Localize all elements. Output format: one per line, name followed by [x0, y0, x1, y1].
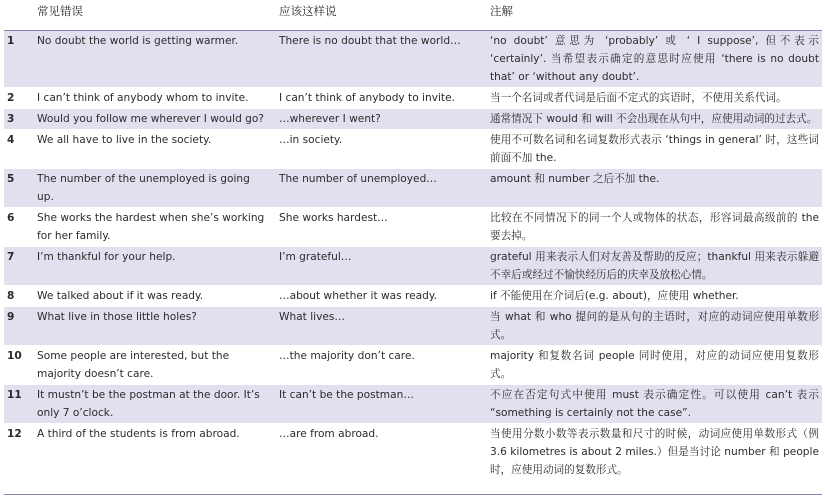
header-row: [4, 2, 822, 31]
note-text: ‘no doubt’ 意思为 ‘probably’ 或 ‘ I suppose’, 但不表示 ‘certainly’. 当希望表示确定的意思时应使用 ‘there is no doubt that’ or ‘without any doubt’.: [487, 31, 822, 88]
note-text: 通常情况下 would 和 will 不会出现在从句中，应使用动词的过去式。: [487, 109, 822, 130]
note-text: grateful 用来表示人们对友善及帮助的反应；thankful 用来表示躲避不幸后或经过不愉快经历后的庆幸及放松心情。: [487, 247, 822, 286]
table-row: [4, 88, 822, 109]
note-text: 使用不可数名词和名词复数形式表示 ‘things in general’ 时，这些词前面不加 the.: [487, 130, 822, 169]
correct-sentence: …about whether it was ready.: [276, 286, 480, 307]
common-errors-table: [4, 2, 822, 480]
table-row: [4, 247, 822, 286]
note-text: 当 what 和 who 提问的是从句的主语时，对应的动词应使用单数形式。: [487, 307, 822, 346]
wrong-sentence: The number of the unemployed is going up.: [34, 169, 268, 208]
table-body: [4, 31, 822, 481]
correct-sentence: What lives…: [276, 307, 480, 346]
table-row: [4, 286, 822, 307]
header-right: 应该这样说: [276, 2, 480, 31]
bottom-rule: [4, 494, 822, 495]
note-text: amount 和 number 之后不加 the.: [487, 169, 822, 208]
wrong-sentence: What live in those little holes?: [34, 307, 268, 346]
row-number: 1: [4, 31, 34, 88]
table-row: [4, 130, 822, 169]
row-number: 3: [4, 109, 34, 130]
row-number: 5: [4, 169, 34, 208]
wrong-sentence: It mustn’t be the postman at the door. It’s only 7 o’clock.: [34, 385, 268, 424]
correct-sentence: …are from abroad.: [276, 424, 480, 481]
table-row: [4, 109, 822, 130]
header-note: 注解: [487, 2, 822, 31]
correct-sentence: …the majority don’t care.: [276, 346, 480, 385]
wrong-sentence: A third of the students is from abroad.: [34, 424, 268, 481]
note-text: if 不能使用在介词后(e.g. about)，应使用 whether.: [487, 286, 822, 307]
correct-sentence: I can’t think of anybody to invite.: [276, 88, 480, 109]
header-num: [4, 2, 34, 31]
row-number: 10: [4, 346, 34, 385]
correct-sentence: The number of unemployed…: [276, 169, 480, 208]
table-row: [4, 208, 822, 247]
row-number: 11: [4, 385, 34, 424]
table-row: [4, 307, 822, 346]
wrong-sentence: I can’t think of anybody whom to invite.: [34, 88, 268, 109]
wrong-sentence: We talked about if it was ready.: [34, 286, 268, 307]
note-text: 比较在不同情况下的同一个人或物体的状态，形容词最高级前的 the 要去掉。: [487, 208, 822, 247]
note-text: 当一个名词或者代词是后面不定式的宾语时，不使用关系代词。: [487, 88, 822, 109]
table-row: [4, 169, 822, 208]
table-row: [4, 385, 822, 424]
correct-sentence: She works hardest…: [276, 208, 480, 247]
wrong-sentence: Would you follow me wherever I would go?: [34, 109, 268, 130]
note-text: 不应在否定句式中使用 must 表示确定性。可以使用 can’t 表示 “something is certainly not the case”.: [487, 385, 822, 424]
row-number: 6: [4, 208, 34, 247]
wrong-sentence: No doubt the world is getting warmer.: [34, 31, 268, 88]
header-wrong: 常见错误: [34, 2, 268, 31]
wrong-sentence: Some people are interested, but the majority doesn’t care.: [34, 346, 268, 385]
table-row: [4, 31, 822, 88]
correct-sentence: There is no doubt that the world…: [276, 31, 480, 88]
row-number: 12: [4, 424, 34, 481]
correct-sentence: …wherever I went?: [276, 109, 480, 130]
row-number: 7: [4, 247, 34, 286]
correct-sentence: …in society.: [276, 130, 480, 169]
table-row: [4, 424, 822, 481]
note-text: 当使用分数小数等表示数量和尺寸的时候，动词应使用单数形式（例 3.6 kilometres is about 2 miles.）但是当讨论 number 和 people 时，应使用动词的复数形式。: [487, 424, 822, 481]
wrong-sentence: I’m thankful for your help.: [34, 247, 268, 286]
correct-sentence: It can’t be the postman…: [276, 385, 480, 424]
wrong-sentence: We all have to live in the society.: [34, 130, 268, 169]
wrong-sentence: She works the hardest when she’s working for her family.: [34, 208, 268, 247]
note-text: majority 和复数名词 people 同时使用，对应的动词应使用复数形式。: [487, 346, 822, 385]
row-number: 2: [4, 88, 34, 109]
row-number: 8: [4, 286, 34, 307]
row-number: 4: [4, 130, 34, 169]
row-number: 9: [4, 307, 34, 346]
correct-sentence: I’m grateful…: [276, 247, 480, 286]
table-row: [4, 346, 822, 385]
